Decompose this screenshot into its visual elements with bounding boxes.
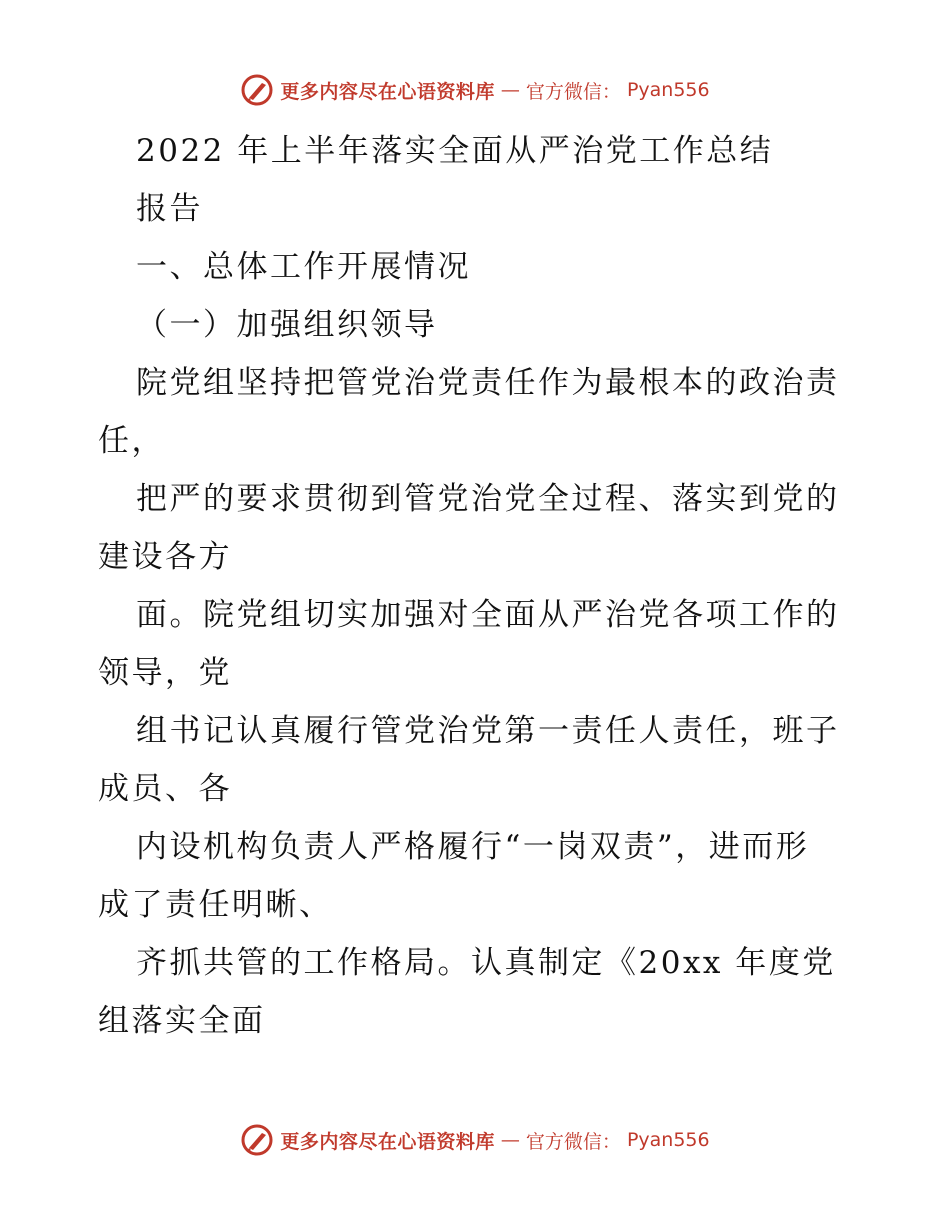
header-banner (0, 70, 950, 110)
paragraph-line: 面。院党组切实加强对全面从严治党各项工作的 (136, 597, 840, 633)
footer-banner (0, 1120, 950, 1160)
footer-separator: — (500, 1129, 520, 1151)
paragraph-line: 成了责任明晰、 (98, 887, 333, 923)
paragraph-line: 成员、各 (98, 771, 232, 807)
document-title-line-2: 报告 (136, 191, 203, 227)
paragraph-line: 内设机构负责人严格履行“一岗双责”，进而形 (136, 829, 810, 865)
paragraph-line: 组书记认真履行管党治党第一责任人责任，班子 (136, 713, 840, 749)
paragraph-line: 组落实全面 (98, 1003, 266, 1039)
header-wechat-handle: Pyan556 (626, 79, 710, 101)
quill-pen-logo-icon (240, 73, 274, 107)
header-site-text: 更多内容尽在心语资料库 (280, 80, 495, 103)
document-title-line-1: 2022 年上半年落实全面从严治党工作总结 (136, 133, 774, 169)
quill-pen-logo-icon (240, 1123, 274, 1157)
paragraph-line: 院党组坚持把管党治党责任作为最根本的政治责 (136, 365, 840, 401)
header-wechat-label: 官方微信： (525, 80, 621, 103)
footer-wechat-label: 官方微信： (525, 1130, 621, 1153)
subsection-heading-1: （一）加强组织领导 (136, 307, 438, 343)
paragraph-line: 领导，党 (98, 655, 232, 691)
paragraph-line: 建设各方 (98, 539, 232, 575)
footer-site-text: 更多内容尽在心语资料库 (280, 1130, 495, 1153)
paragraph-line: 把严的要求贯彻到管党治党全过程、落实到党的 (136, 481, 840, 517)
section-heading-1: 一、总体工作开展情况 (136, 249, 471, 285)
header-separator: — (500, 79, 520, 101)
footer-wechat-handle: Pyan556 (626, 1129, 710, 1151)
paragraph-line: 任， (98, 423, 165, 459)
document-body (98, 122, 858, 1050)
paragraph-line: 齐抓共管的工作格局。认真制定《20xx 年度党 (136, 945, 836, 981)
